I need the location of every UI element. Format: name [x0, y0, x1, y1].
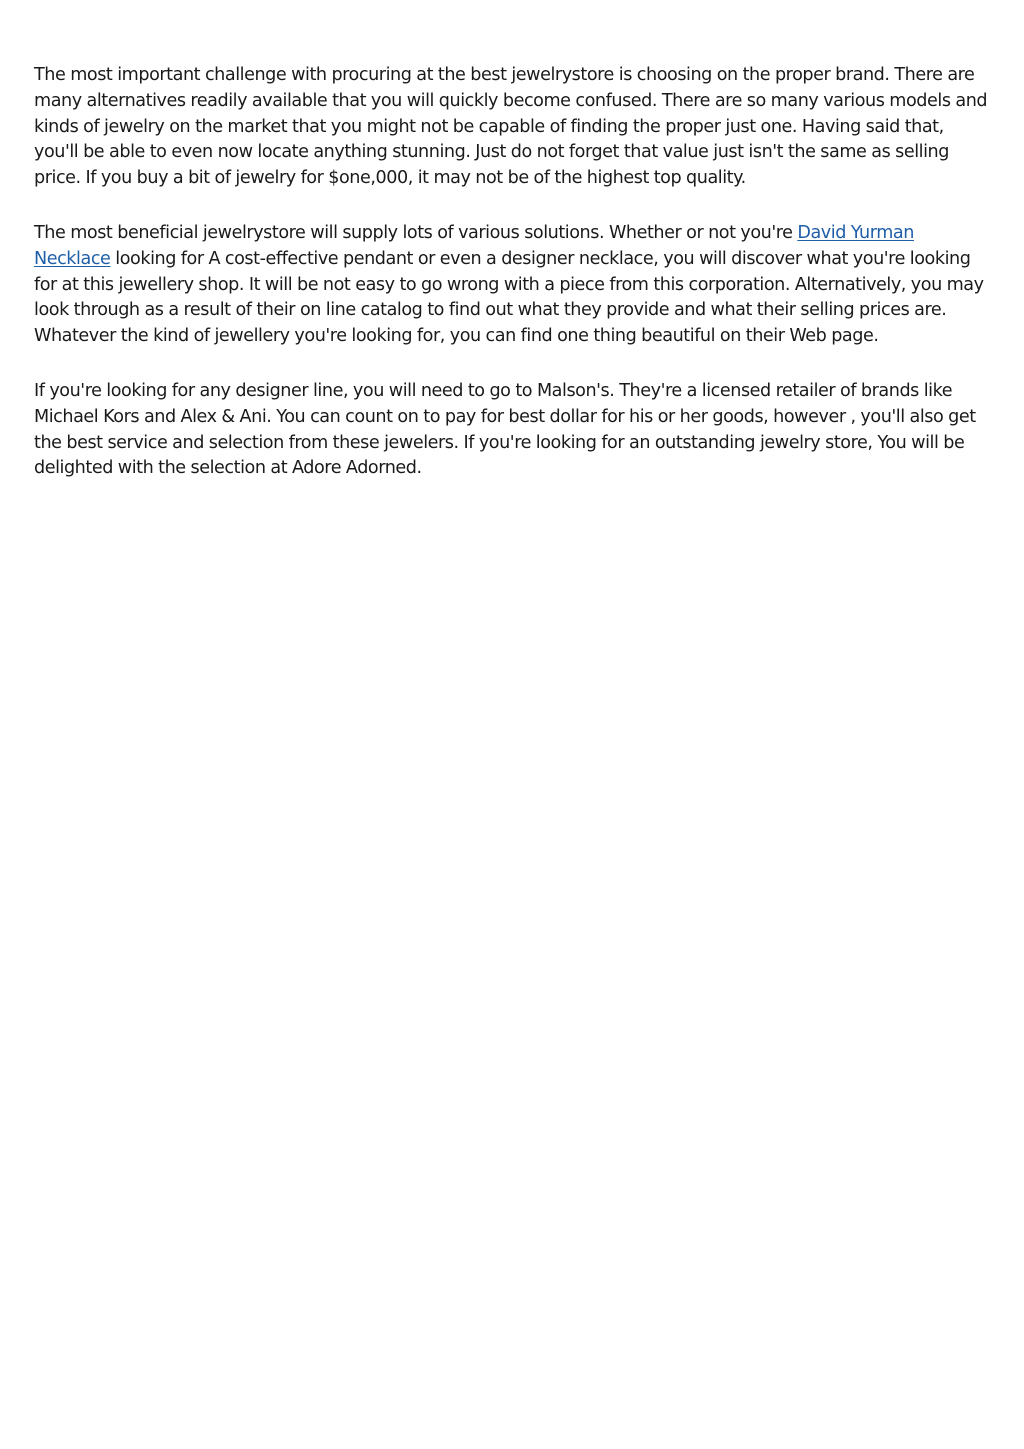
- paragraph-3: If you're looking for any designer line, you will need to go to Malson's. They're a licensed retailer of brands like Michael Kors and Alex & Ani. You can count on to pay for best dollar for his or her goods, however , you'll also get the best service and selection from these jewelers. If you're looking for an outstanding jewelry store, You will be delighted with the selection at Adore Adorned.: [34, 380, 976, 479]
- document-page: [34, 63, 992, 511]
- paragraph-2: [34, 221, 992, 350]
- david-yurman-necklace-link[interactable]: David Yurman Necklace: [34, 222, 914, 269]
- paragraph-2-text-after-link: looking for A cost-effective pendant or even a designer necklace, you will discover what you're looking for at this jewellery shop. It will be not easy to go wrong with a piece from this corporation. Alternatively, you may look through as a result of their on line catalog to find out what they provide and what their selling prices are. Whatever the kind of jewellery you're looking for, you can find one thing beautiful on their Web page.: [34, 248, 984, 347]
- paragraph-1: The most important challenge with procuring at the best jewelrystore is choosing on the proper brand. There are many alternatives readily available that you will quickly become confused. There are so many various models and kinds of jewelry on the market that you might not be capable of finding the proper just one. Having said that, you'll be able to even now locate anything stunning. Just do not forget that value just isn't the same as selling price. If you buy a bit of jewelry for $one,000, it may not be of the highest top quality.: [34, 65, 988, 189]
- paragraph-2-text-before-link: The most beneficial jewelrystore will supply lots of various solutions. Whether or not you're: [34, 222, 798, 243]
